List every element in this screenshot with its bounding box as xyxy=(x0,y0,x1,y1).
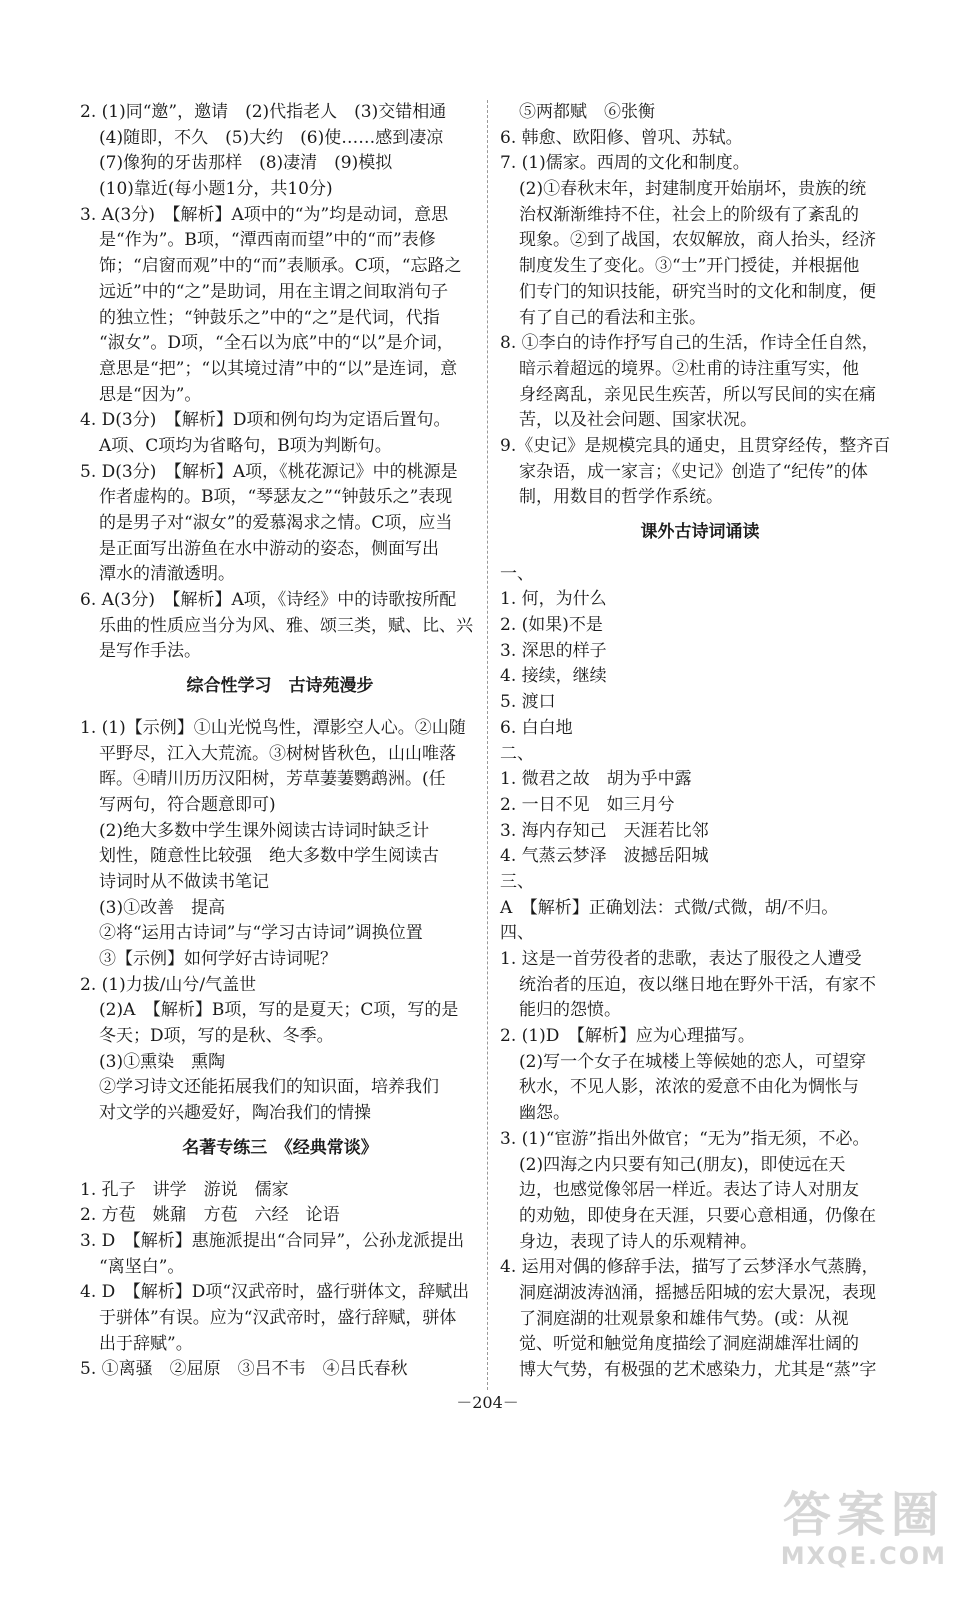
answer-line: 3. 深思的样子 xyxy=(500,640,607,661)
answer-line: 6. A(3分) 【解析】A项，《诗经》中的诗歌按所配 xyxy=(80,590,457,611)
answer-line: 1. 孔子 讲学 游说 儒家 xyxy=(80,1179,289,1200)
answer-line: (4)随即，不久 (5)大约 (6)使……感到凄凉 xyxy=(99,127,444,148)
answer-line: 幽怨。 xyxy=(519,1103,570,1124)
answer-line: 们专门的知识技能，研究当时的文化和制度，便 xyxy=(519,281,876,302)
answer-line: 制度发生了变化。③“士”开门授徒，并根据他 xyxy=(519,256,860,277)
answer-line: 5. D(3分) 【解析】A项，《桃花源记》中的桃源是 xyxy=(80,461,458,482)
answer-line: (3)①熏染 熏陶 xyxy=(99,1051,226,1072)
answer-line: 2. 一日不见 如三月兮 xyxy=(500,794,675,815)
answer-line: 1. 微君之故 胡为乎中露 xyxy=(500,769,692,790)
answer-line: 3. D 【解析】惠施派提出“合同异”，公孙龙派提出 xyxy=(80,1230,465,1251)
answer-line: A项、C项均为省略句，B项为判断句。 xyxy=(99,435,392,456)
answer-line: 2. (1)力拔/山兮/气盖世 xyxy=(80,974,257,995)
answer-line: A 【解析】正确划法：式微/式微，胡/不归。 xyxy=(500,897,839,918)
right-column xyxy=(500,100,900,1384)
answer-line: 4. D 【解析】D项“汉武帝时，盛行骈体文，辞赋出 xyxy=(80,1282,470,1303)
answer-line: 家杂语，成一家言；《史记》创造了“纪传”的体 xyxy=(519,461,868,482)
answer-line: 有了自己的看法和主张。 xyxy=(519,307,706,328)
answer-line: 意思是“把”；“以其境过清”中的“以”是连词，意 xyxy=(99,358,458,379)
column-divider xyxy=(487,100,488,1390)
answer-line: 5. 渡口 xyxy=(500,692,556,713)
answer-line: ②将“运用古诗词”与“学习古诗词”调换位置 xyxy=(99,923,423,944)
answer-line: 三、 xyxy=(500,871,534,892)
answer-line: 5. ①离骚 ②屈原 ③吕不韦 ④吕氏春秋 xyxy=(80,1359,408,1380)
answer-line: 7. (1)儒家。西周的文化和制度。 xyxy=(500,153,750,174)
answer-line: (2)四海之内只要有知己(朋友)，即使远在天 xyxy=(519,1154,846,1175)
answer-line: 4. 接续，继续 xyxy=(500,666,607,687)
answer-line: 边，也感觉像邻居一样近。表达了诗人对朋友 xyxy=(519,1180,859,1201)
answer-line: 6. 韩愈、欧阳修、曾巩、苏轼。 xyxy=(500,127,743,148)
answer-line: 觉、听觉和触觉角度描绘了洞庭湖雄浑壮阔的 xyxy=(519,1334,859,1355)
answer-line: ③【示例】如何学好古诗词呢？ xyxy=(99,949,337,969)
answer-line: 制，用数目的哲学作系统。 xyxy=(519,487,723,508)
left-column xyxy=(80,100,480,1383)
answer-line: 2. (如果)不是 xyxy=(500,615,603,636)
answer-line: 现象。②到了战国，农奴解放，商人抬头，经济 xyxy=(519,230,876,251)
answer-line: 出于辞赋”。 xyxy=(99,1333,193,1354)
answer-line: 一、 xyxy=(500,563,534,584)
answer-line: 划性，随意性比较强 绝大多数中学生阅读古 xyxy=(99,846,439,867)
answer-line: 身边，表现了诗人的乐观精神。 xyxy=(519,1231,757,1252)
answer-line: 思是“因为”。 xyxy=(99,384,202,405)
answer-line: 的是男子对“淑女”的爱慕渴求之情。C项，应当 xyxy=(99,513,453,533)
answer-line: 2. 方苞 姚鼐 方苞 六经 论语 xyxy=(80,1205,340,1226)
watermark xyxy=(781,1488,947,1570)
answer-line: 能归的怨愤。 xyxy=(519,1000,621,1021)
answer-line: (3)①改善 提高 xyxy=(99,897,226,918)
answer-line: 平野尽，江入大荒流。③树树皆秋色，山山唯落 xyxy=(99,743,456,764)
answer-line: 洞庭湖波涛汹涌，摇撼岳阳城的宏大景况，表现 xyxy=(519,1282,876,1303)
answer-line: 2. (1)同“邀”，邀请 (2)代指老人 (3)交错相通 xyxy=(80,102,447,122)
answer-line: (10)靠近(每小题1分，共10分) xyxy=(99,179,333,200)
answer-line: 作者虚构的。B项，“琴瑟友之”“钟鼓乐之”表现 xyxy=(99,487,453,508)
answer-line: 了洞庭湖的壮观景象和雄伟气势。(或：从视 xyxy=(519,1308,849,1329)
section-heading: 名著专练三 《经典常谈》 xyxy=(182,1137,378,1158)
answer-line: 3. 海内存知己 天涯若比邻 xyxy=(500,820,709,841)
answer-line: ②学习诗文还能拓展我们的知识面，培养我们 xyxy=(99,1077,439,1098)
answer-line: 4. D(3分) 【解析】D项和例句均为定语后置句。 xyxy=(80,410,451,431)
answer-line: 的独立性；“钟鼓乐之”中的“之”是代词，代指 xyxy=(99,307,440,328)
answer-line: 于骈体”有误。应为“汉武帝时，盛行辞赋，骈体 xyxy=(99,1307,457,1328)
answer-line: 乐曲的性质应当分为风、雅、颂三类，赋、比、兴 xyxy=(99,615,473,636)
answer-line: (2)A 【解析】B项，写的是夏天；C项，写的是 xyxy=(99,1000,459,1021)
answer-line: 暗示着超远的境界。②杜甫的诗注重写实，他 xyxy=(519,358,859,379)
answer-line: “离坚白”。 xyxy=(99,1256,185,1277)
answer-line: 1. 何，为什么 xyxy=(500,589,607,610)
answer-line: (2)写一个女子在城楼上等候她的恋人，可望穿 xyxy=(519,1051,867,1072)
answer-line: 3. A(3分) 【解析】A项中的“为”均是动词，意思 xyxy=(80,204,449,225)
answer-line: 统治者的压迫，夜以继日地在野外干活，有家不 xyxy=(519,974,876,995)
answer-line: 秋水，不见人影，浓浓的爱意不由化为惆怅与 xyxy=(519,1077,859,1098)
answer-line: ⑤两都赋 ⑥张衡 xyxy=(519,102,655,122)
watermark-url: MXQE.COM xyxy=(780,1542,947,1570)
answer-line: 1. 这是一首劳役者的悲歌，表达了服役之人遭受 xyxy=(500,949,862,969)
answer-line: 的劝勉，即使身在天涯，只要心意相通，仍像在 xyxy=(519,1205,876,1226)
answer-line: 饰；“启窗而观”中的“而”表顺承。C项，“忘路之 xyxy=(99,256,462,277)
answer-line: 1. (1)【示例】①山光悦鸟性，潭影空人心。②山随 xyxy=(80,717,466,738)
answer-line: 晖。④晴川历历汉阳树，芳草萋萋鹦鹉洲。(任 xyxy=(99,769,446,790)
answer-line: (2)①春秋末年，封建制度开始崩坏，贵族的统 xyxy=(519,179,867,200)
answer-line: 是正面写出游鱼在水中游动的姿态，侧面写出 xyxy=(99,538,439,559)
answer-line: 治权渐渐维持不住，社会上的阶级有了紊乱的 xyxy=(519,204,859,225)
answer-line: 写两句，符合题意即可) xyxy=(99,794,276,815)
page-number: －204－ xyxy=(456,1393,519,1412)
answer-line: 冬天；D项，写的是秋、冬季。 xyxy=(99,1026,334,1047)
section-heading: 综合性学习 古诗苑漫步 xyxy=(186,676,374,697)
answer-line: 是写作手法。 xyxy=(99,641,201,662)
answer-line: 潭水的清澈透明。 xyxy=(99,564,235,585)
answer-line: 苦，以及社会问题、国家状况。 xyxy=(519,410,757,431)
answer-line: 4. 运用对偶的修辞手法，描写了云梦泽水气蒸腾， xyxy=(500,1257,879,1278)
answer-line: 6. 白白地 xyxy=(500,717,573,738)
answer-line: (2)绝大多数中学生课外阅读古诗词时缺乏计 xyxy=(99,820,430,841)
answer-line: 4. 气蒸云梦泽 波撼岳阳城 xyxy=(500,846,709,867)
answer-line: 2. (1)D 【解析】应为心理描写。 xyxy=(500,1026,755,1047)
answer-line: (7)像狗的牙齿那样 (8)凄清 (9)模拟 xyxy=(99,153,393,174)
answer-line: 四、 xyxy=(500,923,534,944)
answer-line: 对文学的兴趣爱好，陶冶我们的情操 xyxy=(99,1103,371,1124)
answer-line: 二、 xyxy=(500,743,534,764)
answer-line: 8. ①李白的诗作抒写自己的生活，作诗全任自然， xyxy=(500,333,879,354)
answer-line: 3. (1)“宦游”指出外做官；“无为”指无须，不必。 xyxy=(500,1128,870,1149)
answer-line: 是“作为”。B项，“潭西南而望”中的“而”表修 xyxy=(99,230,436,251)
answer-line: 远近”中的“之”是助词，用在主谓之间取消句子 xyxy=(99,281,449,302)
section-heading: 课外古诗词诵读 xyxy=(640,522,760,542)
answer-line: 诗词时从不做读书笔记 xyxy=(99,871,269,892)
answer-line: 9.《史记》是规模完具的通史，且贯穿经传，整齐百 xyxy=(500,435,891,456)
watermark-logo: 答案圈 xyxy=(782,1487,945,1543)
answer-line: 博大气势，有极强的艺术感染力，尤其是“蒸”字 xyxy=(519,1360,877,1380)
answer-line: “淑女”。D项，“全石以为底”中的“以”是介词， xyxy=(99,333,454,354)
answer-line: 身经离乱，亲见民生疾苦，所以写民间的实在痛 xyxy=(519,384,876,405)
